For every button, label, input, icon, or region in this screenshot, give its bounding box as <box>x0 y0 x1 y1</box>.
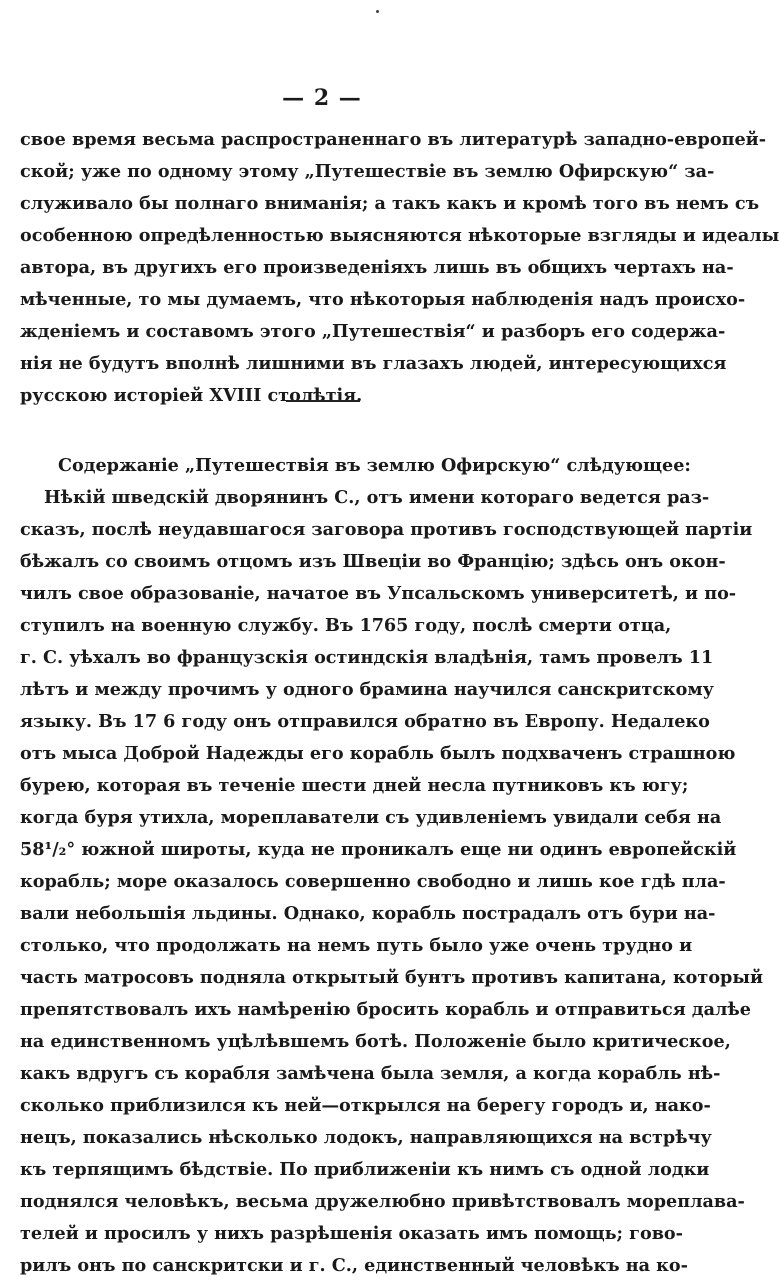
text-line: г. С. уѣхалъ во французскія остиндскія владѣнія, тамъ провелъ 11 <box>20 647 714 668</box>
text-line: вали небольшія льдины. Однако, корабль пострадалъ отъ бури на- <box>20 903 716 924</box>
text-line: къ терпящимъ бѣдствіе. По приближеніи къ нимъ съ одной лодки <box>20 1159 710 1180</box>
text-line: жденіемъ и составомъ этого „Путешествія“ и разборъ его содержа- <box>20 321 726 342</box>
text-line: особенною опредѣленностью выясняются нѣкоторые взгляды и идеалы <box>20 225 779 246</box>
section-divider <box>286 400 360 402</box>
text-line: рилъ онъ по санскритски и г. С., единственный человѣкъ на ко- <box>20 1255 688 1276</box>
text-line: бѣжалъ со своимъ отцомъ изъ Швеціи во Францію; здѣсь онъ окон- <box>20 551 726 572</box>
text-line: мѣченные, то мы думаемъ, что нѣкоторыя наблюденія надъ происхо- <box>20 289 746 310</box>
text-line: чилъ свое образованіе, начатое въ Упсальскомъ университетѣ, и по- <box>20 583 737 604</box>
text-line: ской; уже по одному этому „Путешествіе въ землю Офирскую“ за- <box>20 161 715 182</box>
text-line: телей и просилъ у нихъ разрѣшенія оказать имъ помощь; гово- <box>20 1223 683 1244</box>
text-line: на единственномъ уцѣлѣвшемъ ботѣ. Положеніе было критическое, <box>20 1031 731 1052</box>
section-heading <box>20 450 691 482</box>
text-line: препятствовалъ ихъ намѣренію бросить корабль и отправиться далѣе <box>20 999 751 1020</box>
text-line: нія не будутъ вполнѣ лишними въ глазахъ людей, интересующихся <box>20 353 727 374</box>
text-line: нецъ, показались нѣсколько лодокъ, направляющихся на встрѣчу <box>20 1127 712 1148</box>
text-line: 58¹/₂° южной широты, куда не проникалъ еще ни одинъ европейскій <box>20 839 737 860</box>
text-line: сколько приблизился къ ней—открылся на берегу городъ и, нако- <box>20 1095 711 1116</box>
text-line: часть матросовъ подняла открытый бунтъ противъ капитана, который <box>20 967 764 988</box>
print-speck <box>376 10 379 13</box>
text-line: сказъ, послѣ неудавшагося заговора противъ господствующей партіи <box>20 519 753 540</box>
text-line: когда буря утихла, мореплаватели съ удивленіемъ увидали себя на <box>20 807 722 828</box>
text-line: лѣтъ и между прочимъ у одного брамина научился санскритскому <box>20 679 714 700</box>
text-line: ступилъ на военную службу. Въ 1765 году, послѣ смерти отца, <box>20 615 672 636</box>
text-line: служивало бы полнаго вниманія; а такъ какъ и кромѣ того въ немъ съ <box>20 193 760 214</box>
text-line: какъ вдругъ съ корабля замѣчена была земля, а когда корабль нѣ- <box>20 1063 721 1084</box>
text-line: языку. Въ 17 6 году онъ отправился обратно въ Европу. Недалеко <box>20 711 710 732</box>
text-line: корабль; море оказалось совершенно свободно и лишь кое гдѣ пла- <box>20 871 726 892</box>
text-line: бурею, которая въ теченіе шести дней несла путниковъ къ югу; <box>20 775 689 796</box>
paragraph-summary <box>20 482 764 1282</box>
heading-line: Содержаніе „Путешествія въ землю Офирскую“ слѣдующее: <box>58 455 691 476</box>
text-line: Нѣкій шведскій дворянинъ С., отъ имени котораго ведется раз- <box>44 487 710 508</box>
text-line: автора, въ другихъ его произведеніяхъ лишь въ общихъ чертахъ на- <box>20 257 734 278</box>
text-line: свое время весьма распространеннаго въ литературѣ западно-европей- <box>20 129 766 150</box>
text-line: русскою исторіей XVIII столѣтія. <box>20 385 363 406</box>
text-line: отъ мыса Доброй Надежды его корабль былъ подхваченъ страшною <box>20 743 736 764</box>
text-line: поднялся человѣкъ, весьма дружелюбно привѣтствовалъ мореплава- <box>20 1191 745 1212</box>
text-line: столько, что продолжать на немъ путь было уже очень трудно и <box>20 935 693 956</box>
paragraph-continued <box>20 124 779 412</box>
page-number: — 2 — <box>282 85 362 111</box>
